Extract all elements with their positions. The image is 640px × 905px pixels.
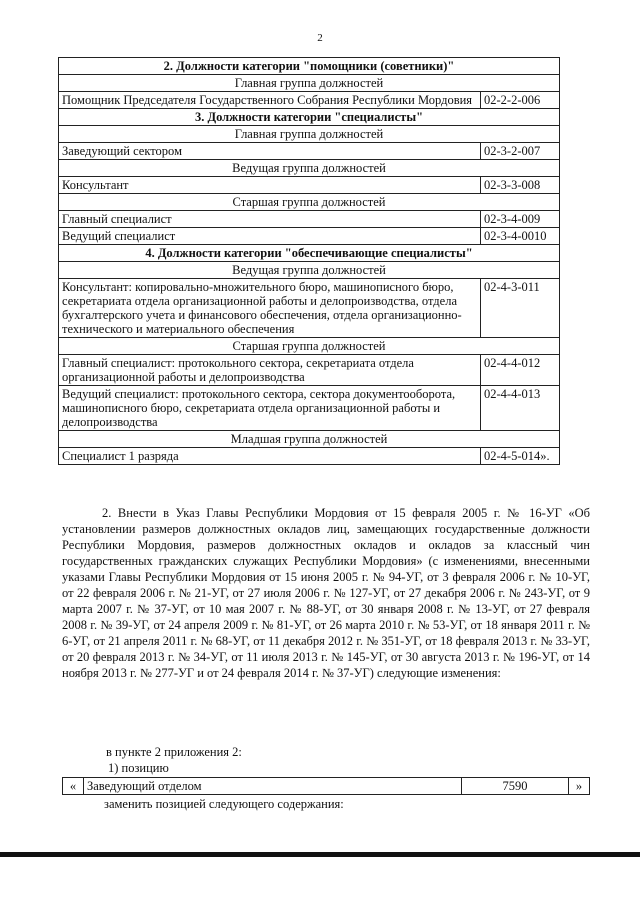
open-quote: « xyxy=(63,778,84,795)
group-row xyxy=(59,338,560,355)
position-title: Ведущий специалист xyxy=(59,228,481,245)
group-row xyxy=(59,126,560,143)
position-code: 02-4-3-011 xyxy=(481,279,560,338)
group-heading: Старшая группа должностей xyxy=(59,194,560,211)
position-title: Специалист 1 разряда xyxy=(59,448,481,465)
position-title: Помощник Председателя Государственного Собрания Республики Мордовия xyxy=(59,92,481,109)
scan-edge-bar xyxy=(0,852,640,857)
salary-amount: 7590 xyxy=(462,778,569,795)
position-code: 02-4-4-013 xyxy=(481,386,560,431)
group-row xyxy=(59,431,560,448)
position-title: Ведущий специалист: протокольного сектора, сектора документооборота, машинописного бюро, секретариата отдела организационной работы и делопроизводства xyxy=(59,386,481,431)
table-row xyxy=(59,279,560,338)
table-row xyxy=(63,778,590,795)
replacement-table xyxy=(62,777,590,795)
page-number: 2 xyxy=(317,32,323,44)
category-row xyxy=(59,109,560,126)
position-line: 1) позицию xyxy=(108,761,169,775)
position-title: Главный специалист xyxy=(59,211,481,228)
position-title: Консультант xyxy=(59,177,481,194)
group-heading: Ведущая группа должностей xyxy=(59,160,560,177)
group-heading: Старшая группа должностей xyxy=(59,338,560,355)
position-code: 02-4-5-014». xyxy=(481,448,560,465)
position-code: 02-4-4-012 xyxy=(481,355,560,386)
position-code: 02-3-2-007 xyxy=(481,143,560,160)
close-quote: » xyxy=(569,778,590,795)
group-row xyxy=(59,194,560,211)
position-code: 02-3-3-008 xyxy=(481,177,560,194)
position-title: Заведующий сектором xyxy=(59,143,481,160)
amendment-paragraph: 2. Внести в Указ Главы Республики Мордовия от 15 февраля 2005 г. № 16-УГ «Об установлении размеров должностных окладов лиц, замещающих государственные должности Республики Мордовия, размеров должностных окладов и окладов за классный чин государственных гражданских служащих Республики Мордовия» (с изменениями, внесенными указами Главы Республики Мордовия от 15 июня 2005 г. № 94-УГ, от 3 февраля 2006 г. № 10-УГ, от 22 февраля 2006 г. № 21-УГ, от 27 июля 2006 г. № 127-УГ, от 27 декабря 2006 г. № 243-УГ, от 9 марта 2007 г. № 37-УГ, от 10 мая 2007 г. № 88-УГ, от 30 января 2008 г. № 13-УГ, от 27 февраля 2008 г. № 39-УГ, от 24 апреля 2009 г. № 81-УГ, от 26 марта 2010 г. № 53-УГ, от 18 января 2011 г. № 6-УГ, от 21 апреля 2011 г. № 68-УГ, от 11 декабря 2012 г. № 351-УГ, от 18 февраля 2013 г. № 33-УГ, от 20 февраля 2013 г. № 34-УГ, от 11 июля 2013 г. № 145-УГ, от 30 августа 2013 г. № 196-УГ, от 14 ноября 2013 г. № 277-УГ и от 24 февраля 2014 г. № 37-УГ) следующие изменения: xyxy=(62,506,590,680)
item-point-line: в пункте 2 приложения 2: xyxy=(106,745,242,759)
group-row xyxy=(59,262,560,279)
table-row xyxy=(59,355,560,386)
group-heading: Главная группа должностей xyxy=(59,126,560,143)
category-row xyxy=(59,58,560,75)
position-title: Заведующий отделом xyxy=(84,778,462,795)
category-row xyxy=(59,245,560,262)
table-row xyxy=(59,386,560,431)
group-heading: Младшая группа должностей xyxy=(59,431,560,448)
group-row xyxy=(59,75,560,92)
table-row xyxy=(59,211,560,228)
category-heading: 4. Должности категории "обеспечивающие специалисты" xyxy=(59,245,560,262)
position-title: Консультант: копировально-множительного бюро, машинописного бюро, секретариата отдела организационной работы и делопроизводства, отдела бухгалтерского учета и финансового обеспечения, отдела организационно-технического и материального обеспечения xyxy=(59,279,481,338)
group-heading: Ведущая группа должностей xyxy=(59,262,560,279)
category-heading: 3. Должности категории "специалисты" xyxy=(59,109,560,126)
replace-instruction: заменить позицией следующего содержания: xyxy=(104,797,344,811)
table-row xyxy=(59,448,560,465)
table-row xyxy=(59,177,560,194)
table-row xyxy=(59,228,560,245)
table-row xyxy=(59,92,560,109)
group-row xyxy=(59,160,560,177)
group-heading: Главная группа должностей xyxy=(59,75,560,92)
positions-table xyxy=(58,57,560,465)
position-code: 02-3-4-0010 xyxy=(481,228,560,245)
position-title: Главный специалист: протокольного сектора, секретариата отдела организационной работы и делопроизводства xyxy=(59,355,481,386)
category-heading: 2. Должности категории "помощники (советники)" xyxy=(59,58,560,75)
position-code: 02-3-4-009 xyxy=(481,211,560,228)
table-row xyxy=(59,143,560,160)
position-code: 02-2-2-006 xyxy=(481,92,560,109)
